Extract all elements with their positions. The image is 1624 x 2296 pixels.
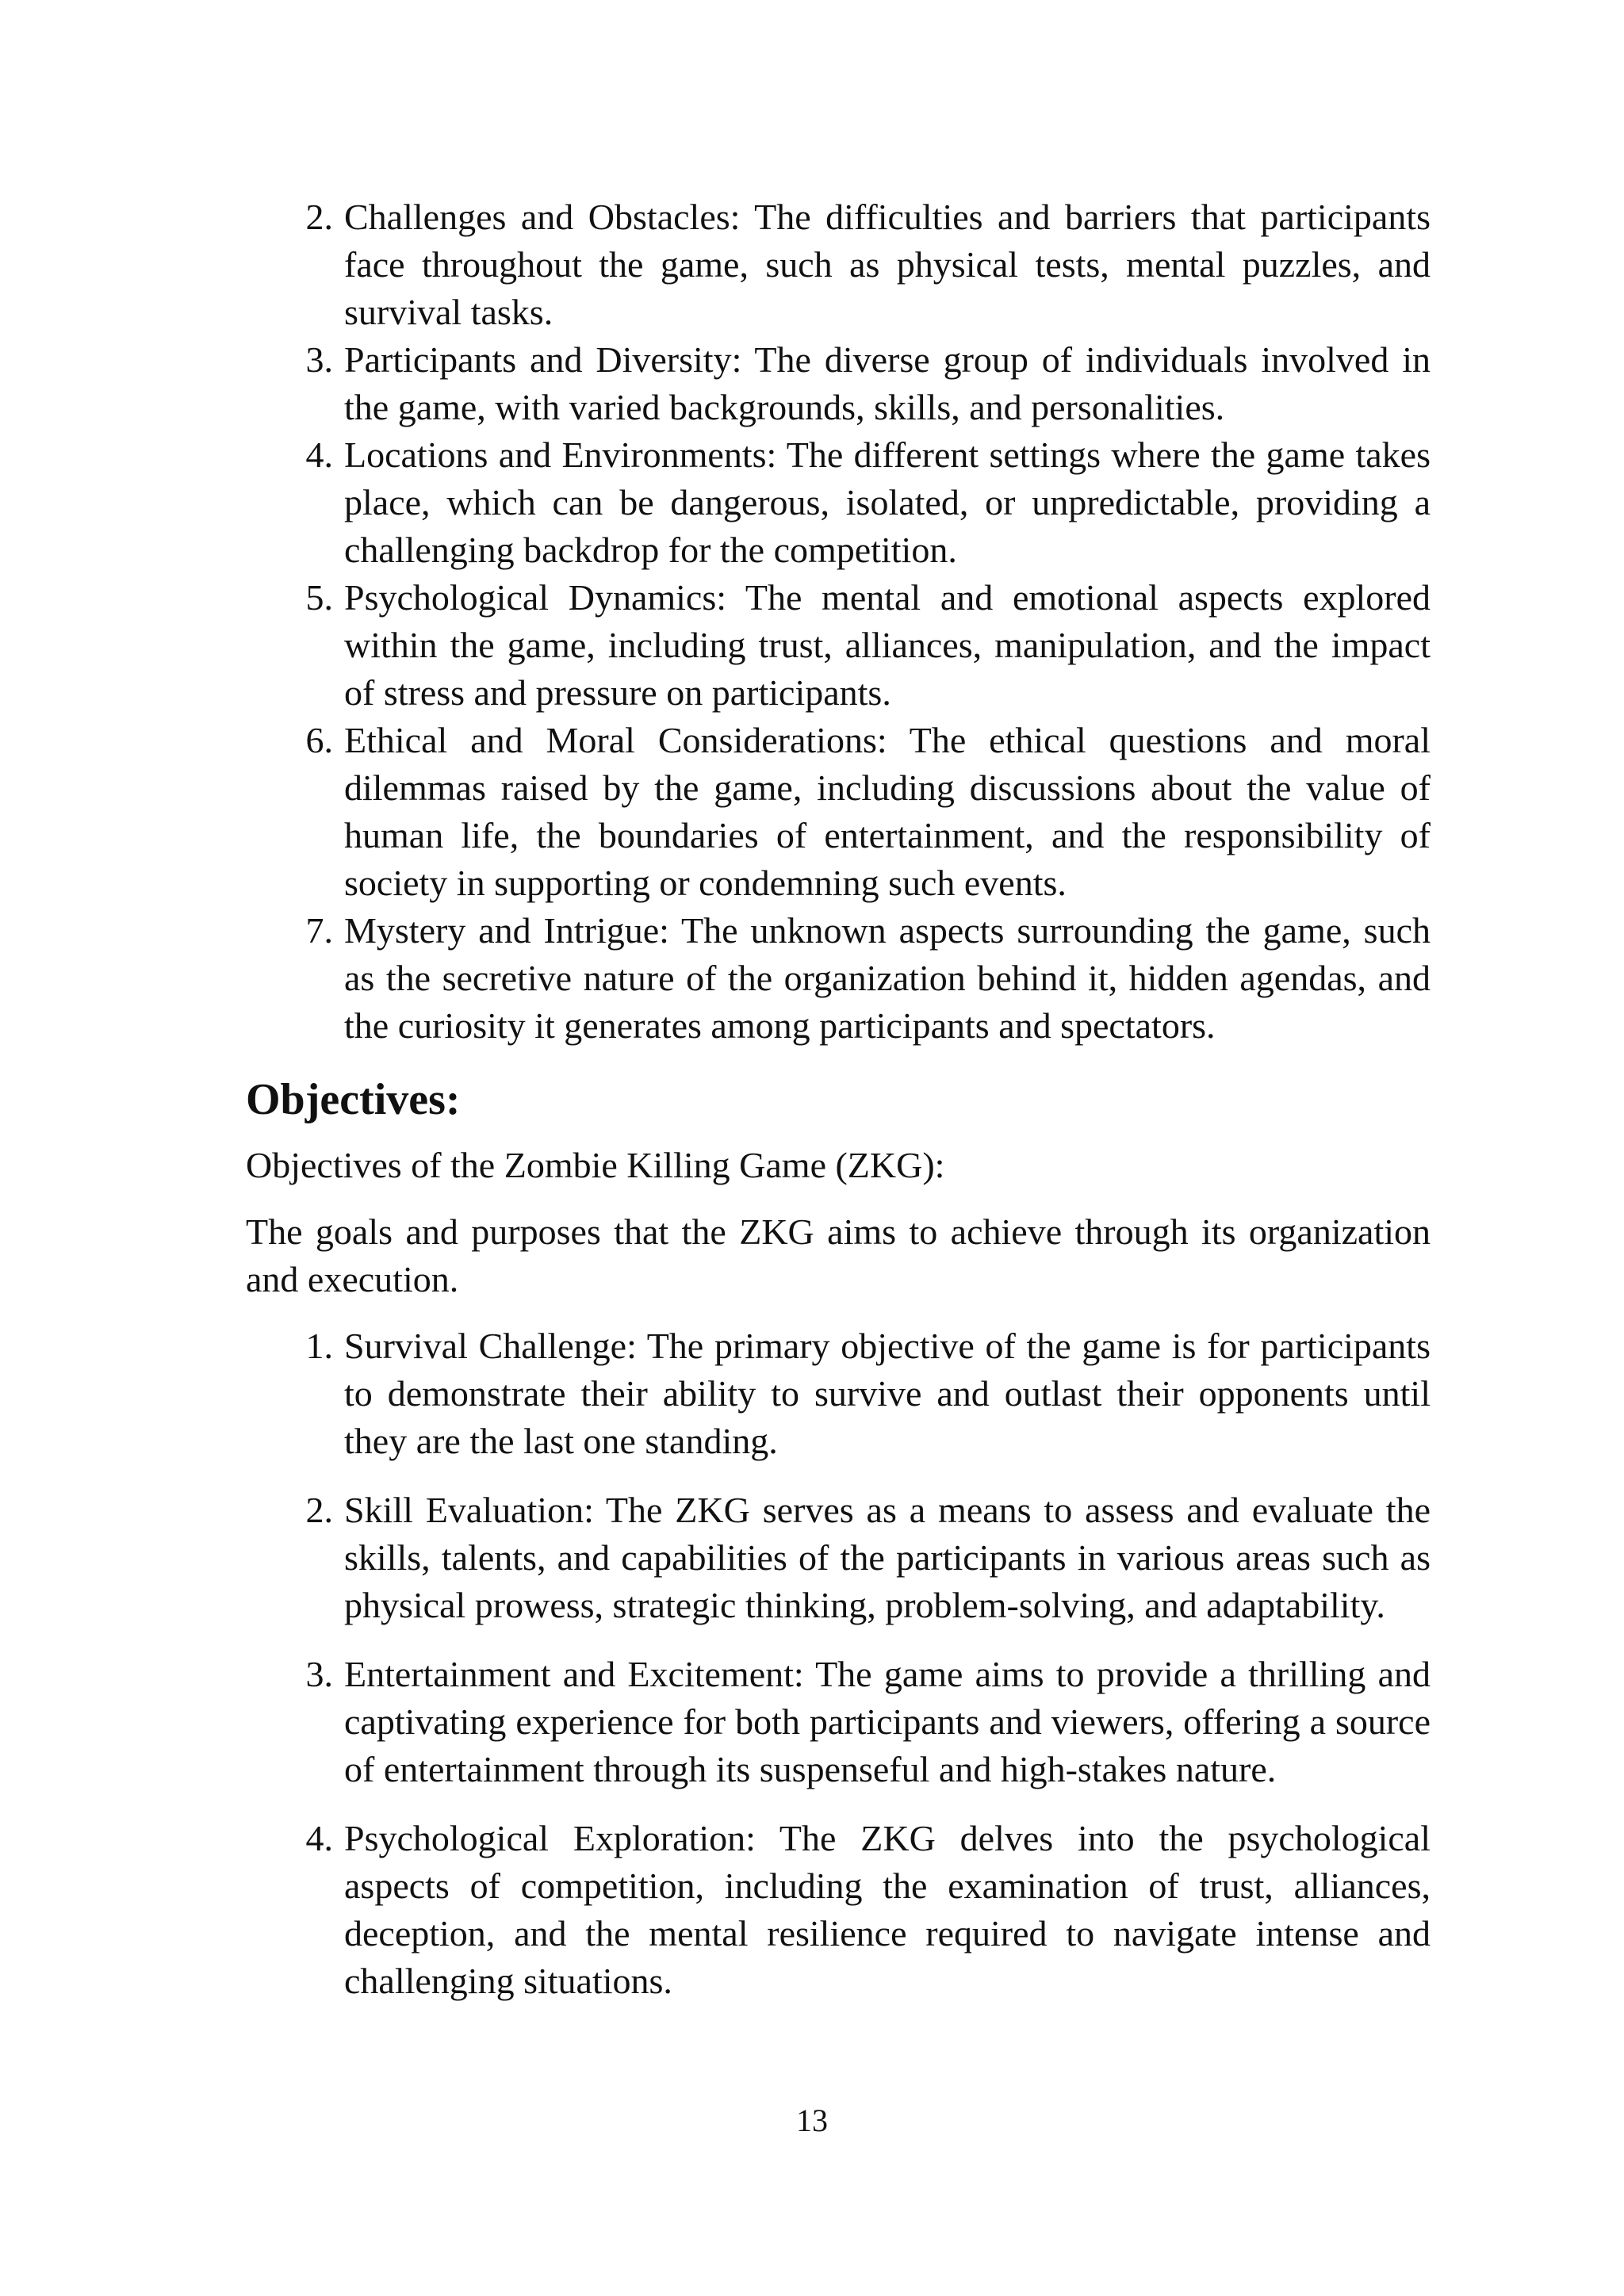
objectives-list xyxy=(246,1322,1431,2005)
list-item xyxy=(246,1487,1431,1629)
list-item-text: Challenges and Obstacles: The difficulties and barriers that participants face throughout the game, such as physical tests, mental puzzles, and survival tasks. xyxy=(344,197,1431,332)
list-item-text: Psychological Dynamics: The mental and emotional aspects explored within the game, including trust, alliances, manipulation, and the impact of stress and pressure on participants. xyxy=(344,577,1431,713)
list-item-number: 4. xyxy=(305,434,333,475)
list-item xyxy=(246,431,1431,574)
list-item xyxy=(246,1322,1431,1465)
list-item-text: Participants and Diversity: The diverse group of individuals involved in the game, with varied backgrounds, skills, and personalities. xyxy=(344,339,1431,427)
list-item-text: Entertainment and Excitement: The game aims to provide a thrilling and captivating experience for both participants and viewers, offering a source of entertainment through its suspenseful and high-stakes nature. xyxy=(344,1654,1431,1789)
list-item-text: Psychological Exploration: The ZKG delves into the psychological aspects of competition, including the examination of trust, alliances, deception, and the mental resilience required to navigate intense and challenging situations. xyxy=(344,1818,1431,2001)
list-item xyxy=(246,193,1431,336)
list-item xyxy=(246,574,1431,717)
list-item-number: 5. xyxy=(305,577,333,618)
list-item-text: Locations and Environments: The different settings where the game takes place, which can be dangerous, isolated, or unpredictable, providing a challenging backdrop for the competition. xyxy=(344,434,1431,570)
objectives-description: The goals and purposes that the ZKG aims to achieve through its organization and execution. xyxy=(246,1211,1431,1299)
list-item-text: Survival Challenge: The primary objective of the game is for participants to demonstrate their ability to survive and outlast their opponents until they are the last one standing. xyxy=(344,1326,1431,1461)
list-item-text: Ethical and Moral Considerations: The ethical questions and moral dilemmas raised by the game, including discussions about the value of human life, the boundaries of entertainment, and the responsibility of society in supporting or condemning such events. xyxy=(344,720,1431,903)
objectives-heading: Objectives: xyxy=(246,1075,461,1124)
list-item-number: 6. xyxy=(305,720,333,760)
page-content xyxy=(246,193,1431,2026)
list-item-number: 4. xyxy=(305,1818,333,1858)
list-item xyxy=(246,1815,1431,2005)
list-item-number: 1. xyxy=(305,1326,333,1366)
list-item-number: 3. xyxy=(305,339,333,380)
list-item-number: 7. xyxy=(305,910,333,951)
list-item-number: 2. xyxy=(305,1490,333,1530)
list-item xyxy=(246,336,1431,431)
list-item-number: 3. xyxy=(305,1654,333,1694)
page-number: 13 xyxy=(796,2103,828,2138)
objectives-intro: Objectives of the Zombie Killing Game (ZKG): xyxy=(246,1145,945,1185)
list-item xyxy=(246,907,1431,1050)
list-item-text: Skill Evaluation: The ZKG serves as a means to assess and evaluate the skills, talents, and capabilities of the participants in various areas such as physical prowess, strategic thinking, problem-solving, and adaptability. xyxy=(344,1490,1431,1625)
list-item-number: 2. xyxy=(305,197,333,237)
list-item xyxy=(246,717,1431,907)
list-item-text: Mystery and Intrigue: The unknown aspects surrounding the game, such as the secretive nature of the organization behind it, hidden agendas, and the curiosity it generates among participants and spectators. xyxy=(344,910,1431,1046)
list-item xyxy=(246,1651,1431,1793)
themes-list xyxy=(246,193,1431,1050)
